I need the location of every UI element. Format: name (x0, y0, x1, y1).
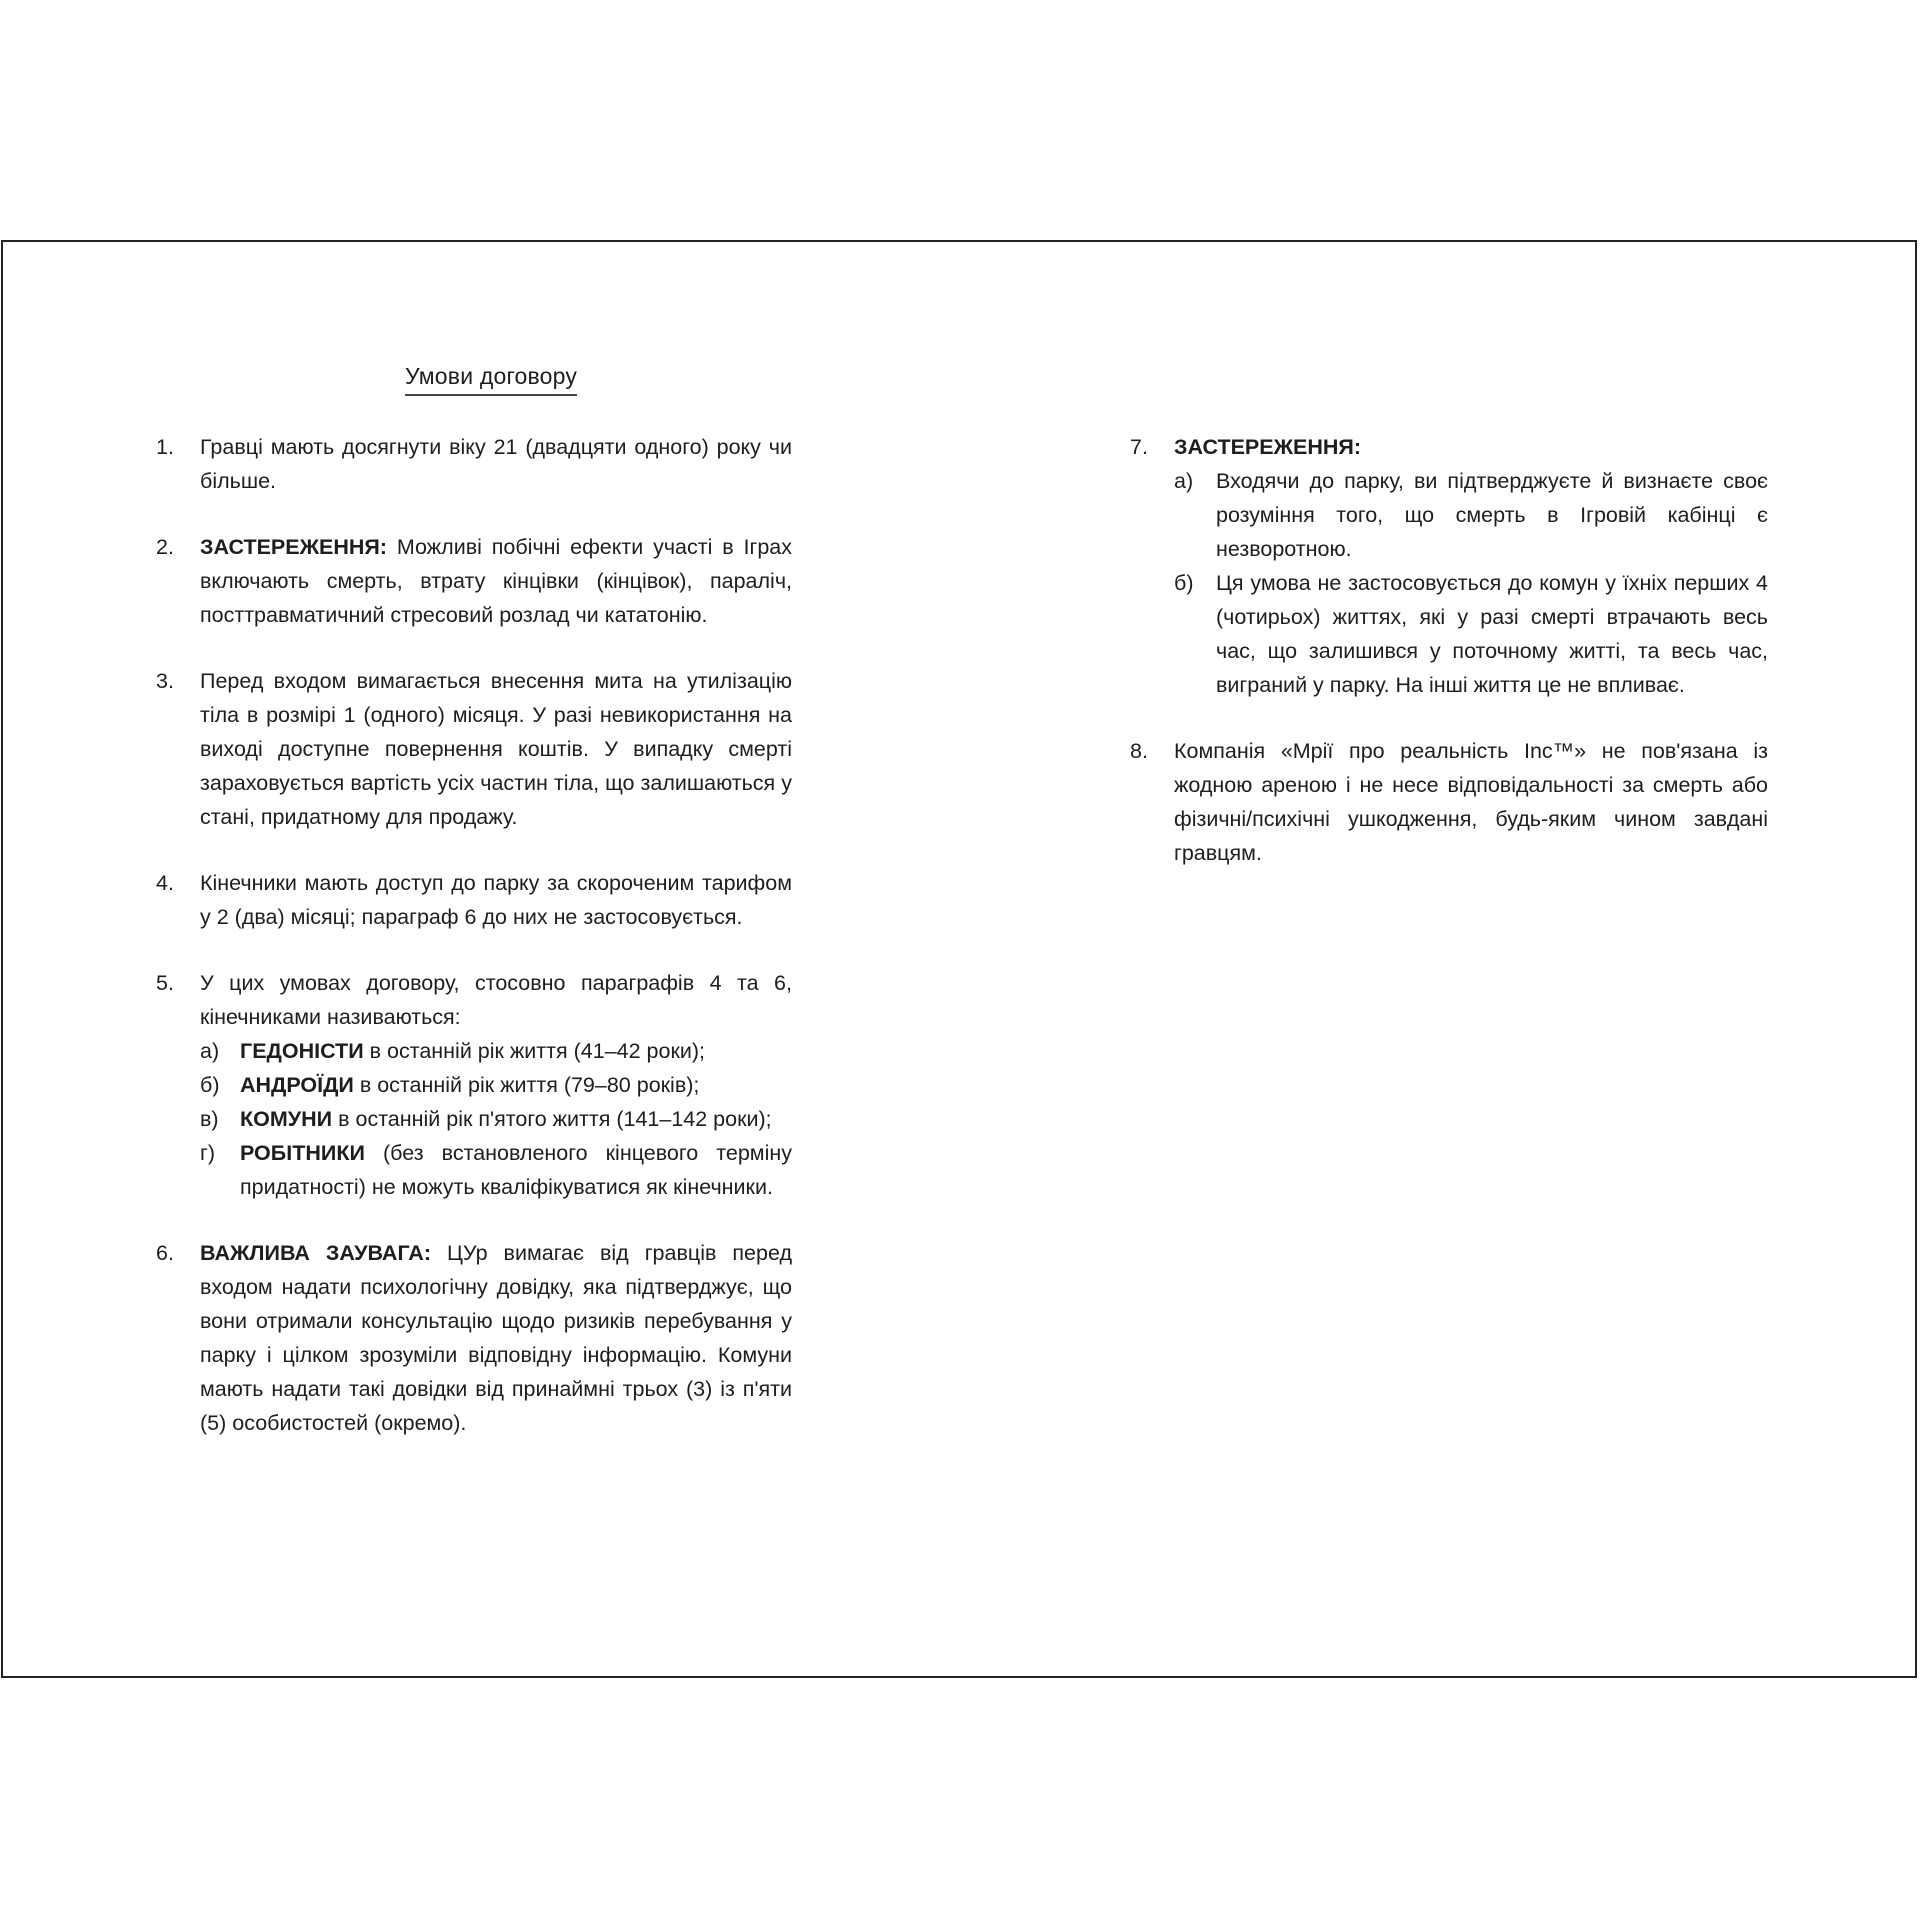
item-body: ЦУр вимагає від гравців перед входом надати психологічну довідку, яка підтверджує, що вони отримали консультацію щодо ризиків перебування у парку і цілком зрозуміли відповідну інформацію. Комуни мають надати такі довідки від принаймні трьох (3) із п'яти (5) особистостей (окремо). (200, 1241, 792, 1435)
item-text: Перед входом вимагається внесення мита на утилізацію тіла в розмірі 1 (одного) місяця. У разі невикористання на виході доступне повернення коштів. У випадку смерті зараховується вартість усіх частин тіла, що залишаються у стані, придатному для продажу. (200, 669, 792, 829)
list-item-3 (156, 664, 792, 834)
sub-letter: б) (1174, 571, 1194, 595)
item-number: 7. (1130, 435, 1148, 459)
sub-item-a (1174, 464, 1768, 566)
sub-text (240, 1136, 792, 1204)
list-item-4 (156, 866, 792, 934)
sub-item-d (200, 1136, 792, 1204)
sub-item-b (1174, 566, 1768, 702)
sub-text (240, 1034, 792, 1068)
left-column (156, 430, 792, 1472)
item-heading: ЗАСТЕРЕЖЕННЯ: (200, 535, 388, 559)
item-body-block (1174, 430, 1768, 702)
sub-heading: ГЕДОНІСТИ (240, 1039, 364, 1063)
item-text (1174, 430, 1768, 464)
item-body: Можливі побічні ефекти участі в Іграх включають смерть, втрату кінцівки (кінцівок), параліч, посттравматичний стресовий розлад чи кататонію. (200, 535, 792, 627)
list-item-2 (156, 530, 792, 632)
sub-item-b (200, 1068, 792, 1102)
sub-letter: б) (200, 1073, 220, 1097)
sub-heading: РОБІТНИКИ (240, 1141, 365, 1165)
list-item-1 (156, 430, 792, 498)
sub-letter: в) (200, 1107, 219, 1131)
item-heading: ЗАСТЕРЕЖЕННЯ: (1174, 435, 1362, 459)
sub-letter: а) (1174, 469, 1194, 493)
sub-text (240, 1102, 792, 1136)
sub-body: (без встановленого кінцевого терміну придатності) не можуть кваліфікуватися як кінечники. (240, 1141, 792, 1199)
sub-item-c (200, 1102, 792, 1136)
item-text: Гравці мають досягнути віку 21 (двадцяти одного) року чи більше. (200, 435, 792, 493)
sub-text: Входячи до парку, ви підтверджуєте й визнаєте своє розуміння того, що смерть в Ігровій кабінці є незворотною. (1216, 469, 1768, 561)
item-body-block (200, 966, 792, 1204)
list-item-8 (1130, 734, 1768, 870)
item-number: 5. (156, 971, 174, 995)
item-heading: ВАЖЛИВА ЗАУВАГА: (200, 1241, 431, 1265)
sub-letter: а) (200, 1039, 220, 1063)
item-text: Компанія «Мрії про реальність Inc™» не пов'язана із жодною ареною і не несе відповідальності за смерть або фізичні/психічні ушкодження, будь-яким чином завдані гравцям. (1174, 739, 1768, 865)
list-item-5 (156, 966, 792, 1204)
item-number: 1. (156, 435, 174, 459)
sub-text: Ця умова не застосовується до комун у їхніх перших 4 (чотирьох) життях, які у разі смерті втрачають весь час, що залишився у поточному житті, та весь час, виграний у парку. На інші життя це не впливає. (1216, 571, 1768, 697)
right-column (1130, 430, 1768, 902)
list-item-6 (156, 1236, 792, 1440)
sub-item-a (200, 1034, 792, 1068)
item-text (200, 530, 792, 632)
sub-body: в останній рік життя (41–42 роки); (363, 1039, 706, 1063)
sub-text (240, 1068, 792, 1102)
sub-heading: АНДРОЇДИ (240, 1073, 354, 1097)
sub-body: в останній рік життя (79–80 років); (353, 1073, 700, 1097)
item-number: 8. (1130, 739, 1148, 763)
item-number: 3. (156, 669, 174, 693)
item-text: У цих умовах договору, стосовно параграфів 4 та 6, кінечниками називаються: (200, 971, 792, 1029)
sub-letter: г) (200, 1141, 216, 1165)
sub-heading: КОМУНИ (240, 1107, 333, 1131)
sub-body: в останній рік п'ятого життя (141–142 роки); (332, 1107, 772, 1131)
item-number: 6. (156, 1241, 174, 1265)
item-number: 2. (156, 535, 174, 559)
item-number: 4. (156, 871, 174, 895)
page-title: Умови договору (405, 363, 577, 396)
item-text: Кінечники мають доступ до парку за скороченим тарифом у 2 (два) місяці; параграф 6 до них не застосовується. (200, 871, 792, 929)
item-text (200, 1236, 792, 1440)
list-item-7 (1130, 430, 1768, 702)
